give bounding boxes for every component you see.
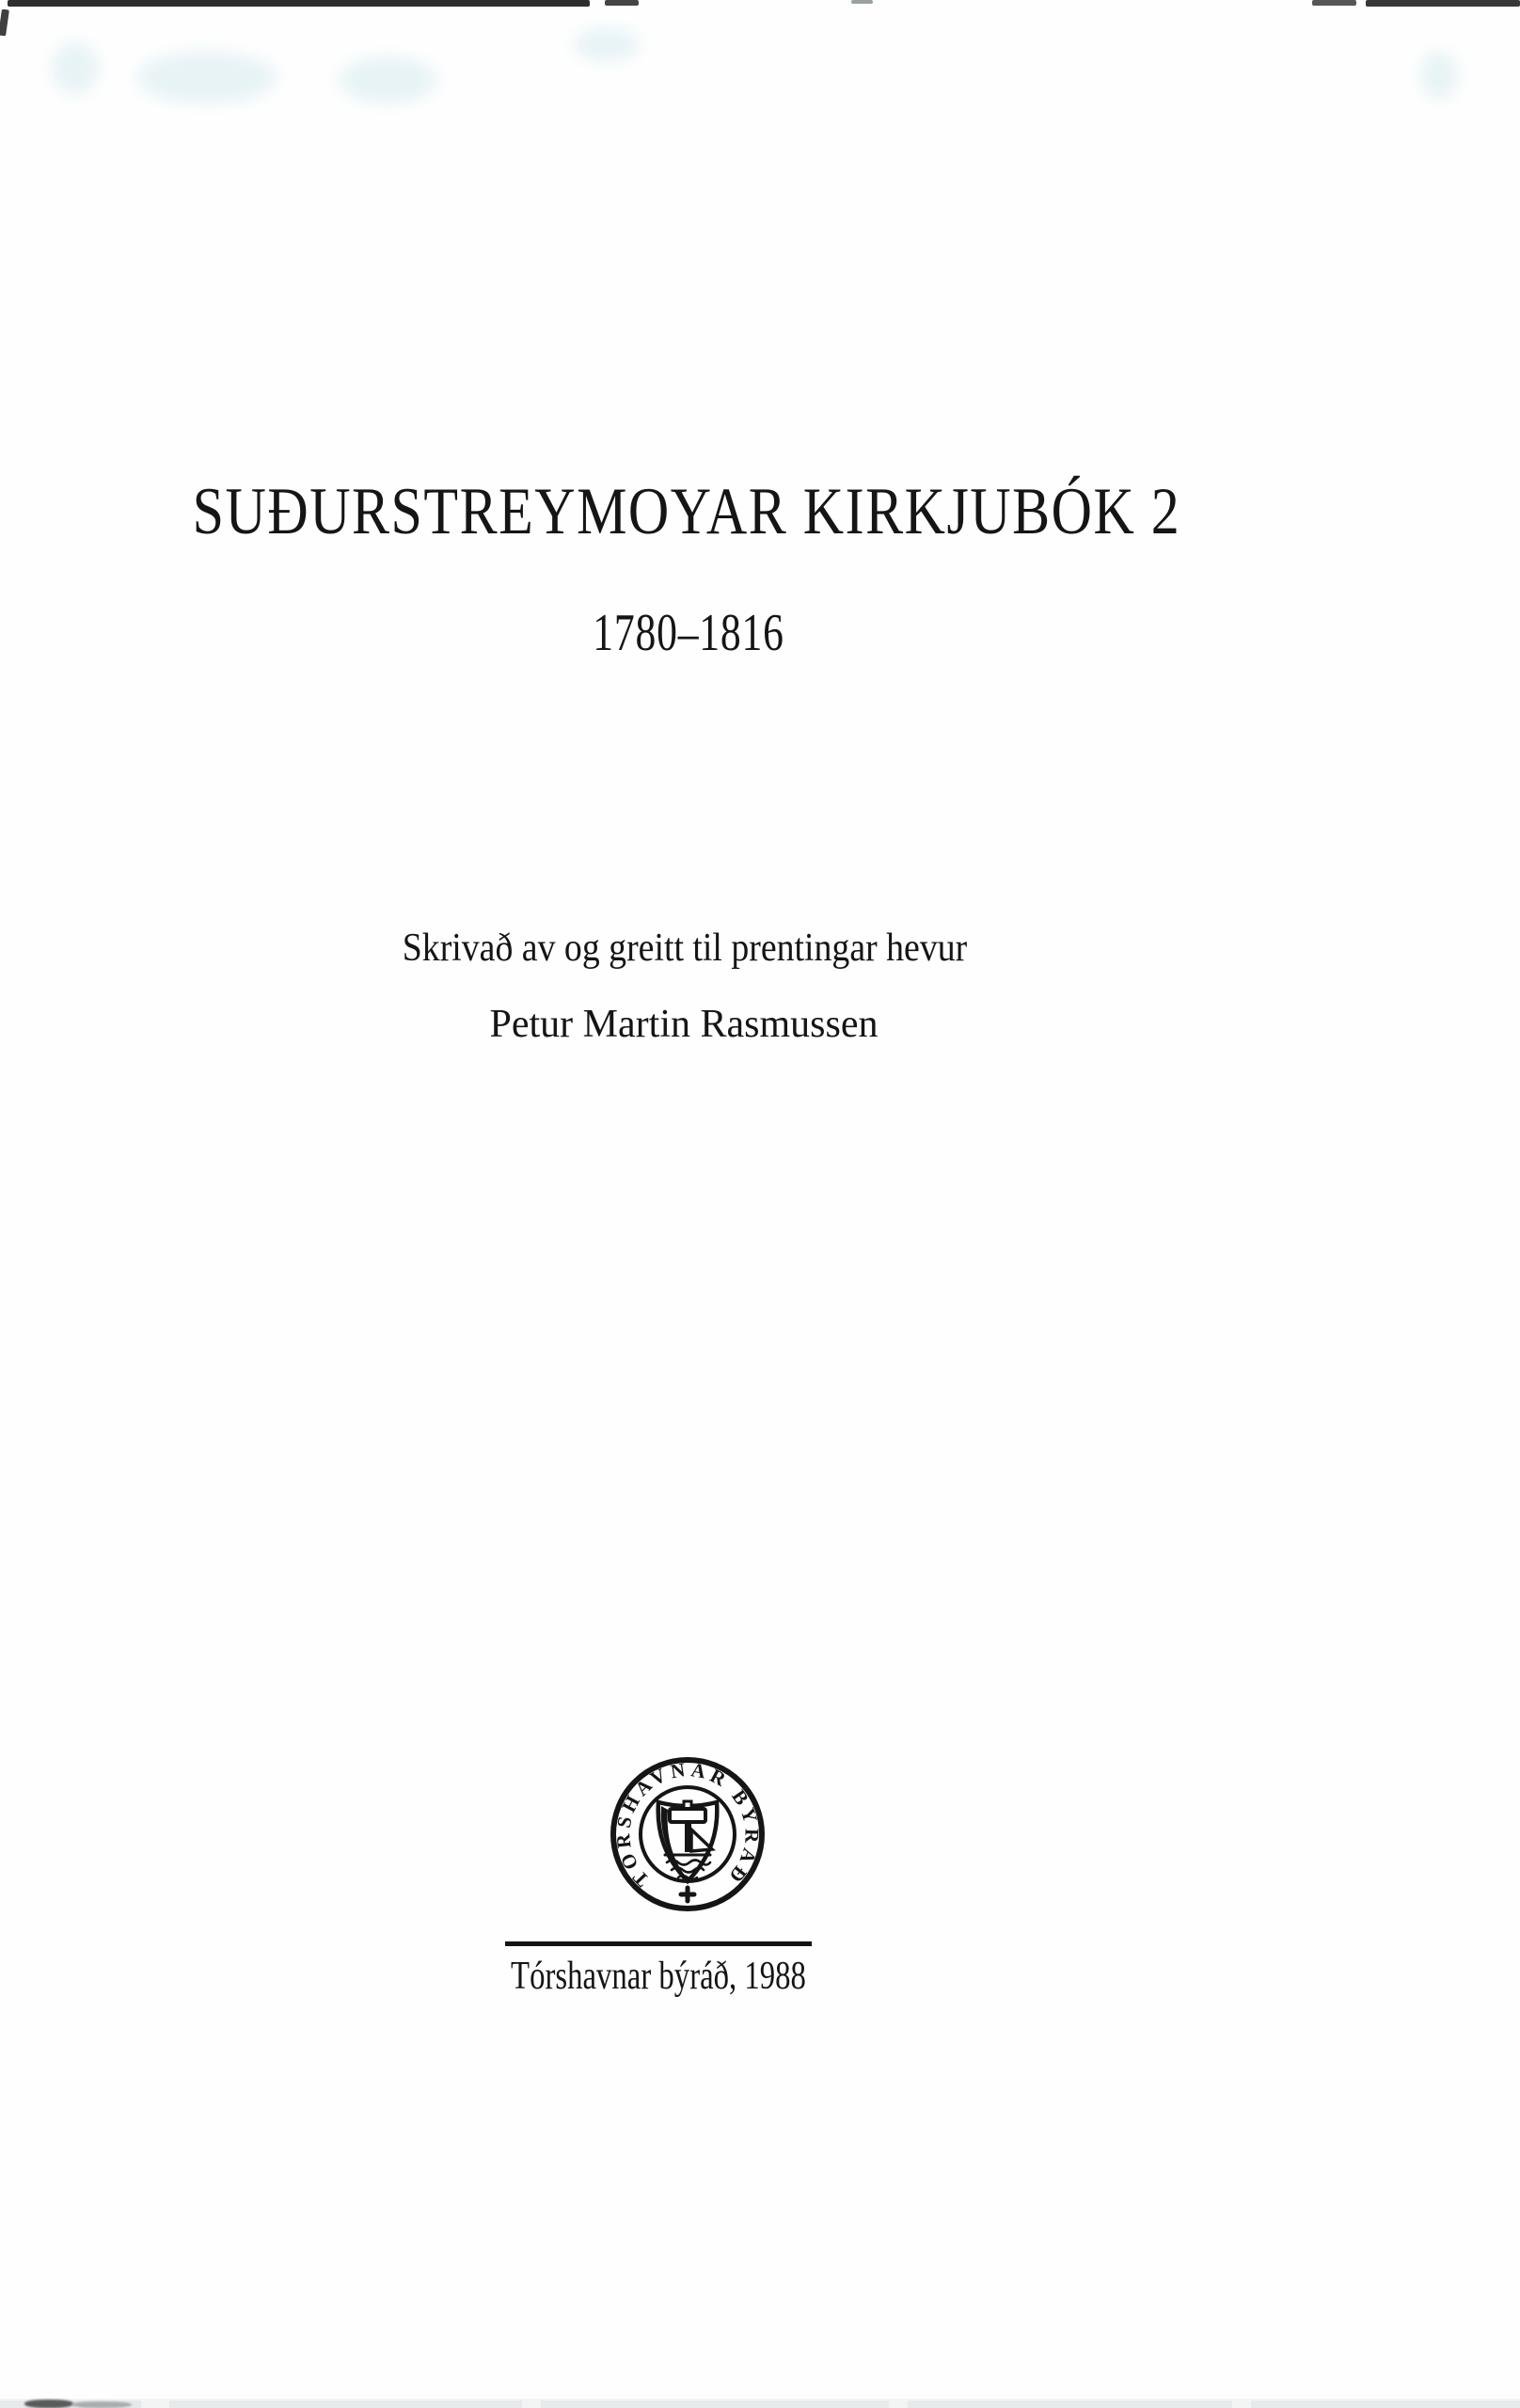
scan-artifact-smudge: [339, 56, 437, 103]
seal-ring-text: TÓRSHAVNAR BÝRÁÐ: [611, 1758, 764, 1892]
scan-artifact-bottom-smudge: [24, 2400, 73, 2408]
scan-artifact-top-bar: [8, 0, 590, 7]
torshavn-city-seal-icon: [610, 1756, 766, 1912]
scan-artifact-bottom-seg: [1251, 2400, 1520, 2408]
seal-cross-icon: [681, 1888, 694, 1901]
scan-artifact-bottom-seg: [908, 2400, 1232, 2408]
scan-artifact-smudge: [52, 42, 99, 94]
scan-artifact-top-bar: [1312, 0, 1356, 6]
scan-artifact-bottom-smudge: [71, 2401, 132, 2408]
date-range: 1780–1816: [593, 604, 784, 662]
scan-artifact-top-bar: [1366, 0, 1520, 7]
scan-artifact-bottom-band: [0, 2399, 1520, 2408]
publisher-imprint: Tórshavnar býráð, 1988: [511, 1955, 806, 1998]
scan-artifact-smudge: [574, 28, 640, 61]
imprint-rule: [505, 1941, 812, 1946]
author-name: Petur Martin Rasmussen: [489, 1003, 879, 1046]
scan-artifact-smudge: [1420, 52, 1458, 99]
book-title: SUĐURSTREYMOYAR KIRKJUBÓK 2: [192, 474, 1181, 548]
seal-hammer-icon: [670, 1801, 712, 1852]
scan-artifact-top-bar: [605, 0, 639, 6]
scan-artifact-smudge: [136, 52, 277, 103]
scan-artifact-top-bar: [851, 0, 873, 4]
scan-artifact-edge-mark: [0, 9, 9, 37]
scan-artifact-bottom-seg: [169, 2400, 522, 2408]
credit-line: Skrivað av og greitt til prentingar hevur: [402, 927, 968, 970]
scan-artifact-bottom-seg: [541, 2400, 889, 2408]
